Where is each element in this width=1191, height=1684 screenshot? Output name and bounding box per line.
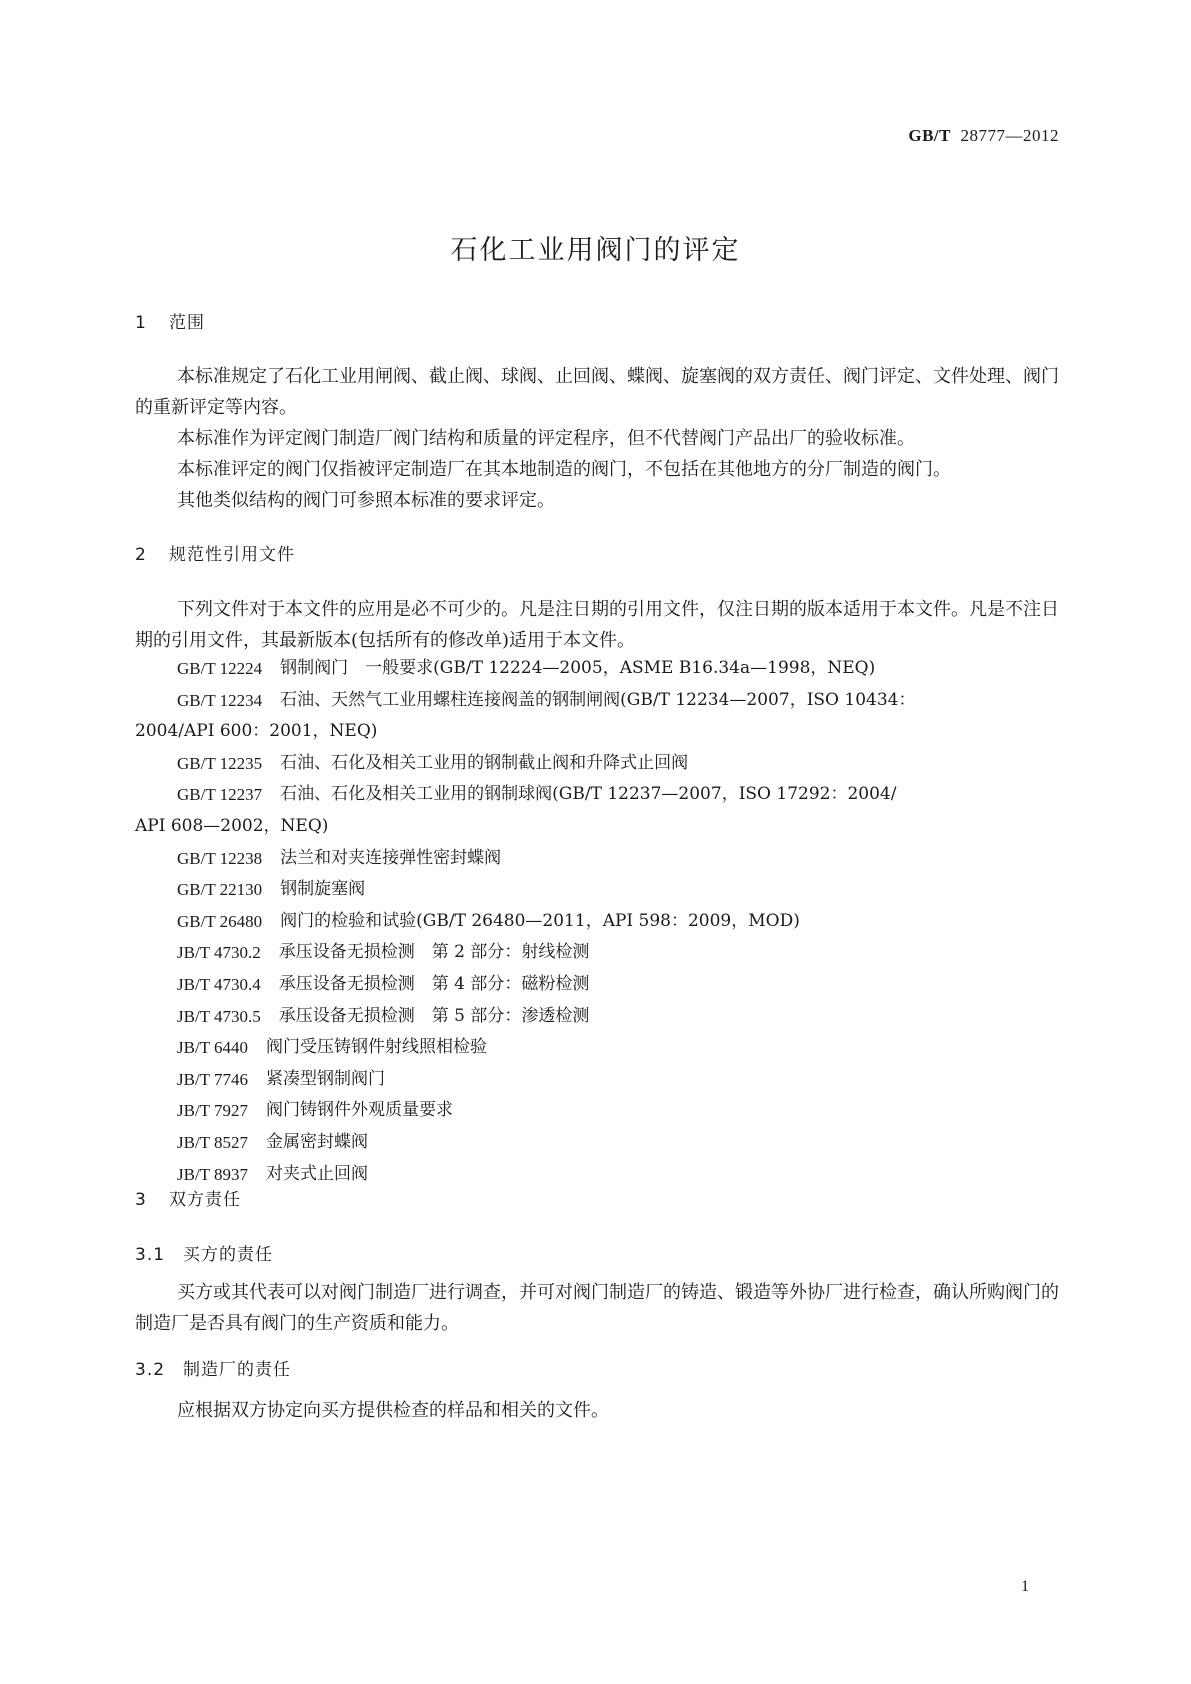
section-1-heading (135, 308, 205, 333)
paragraph: 本标准规定了石化工业用闸阀、截止阀、球阀、止回阀、蝶阀、旋塞阀的双方责任、阀门评定、文件处理、阀门的重新评定等内容。 (135, 366, 1059, 418)
reference-code: GB/T 12238 (177, 848, 263, 868)
subsection-3-2-body (135, 1395, 1059, 1426)
subsection-3-1-heading (135, 1240, 273, 1265)
reference-item (177, 843, 915, 875)
reference-code: JB/T 4730.5 (177, 1006, 261, 1026)
reference-code: GB/T 12224 (177, 659, 263, 678)
document-title: 石化工业用阀门的评定 (450, 235, 741, 266)
standard-code-number: 28777—2012 (960, 126, 1059, 145)
reference-item (177, 1032, 915, 1064)
reference-code: GB/T 12235 (177, 753, 263, 773)
paragraph: 应根据双方协定向买方提供检查的样品和相关的文件。 (177, 1400, 609, 1421)
reference-title: 法兰和对夹连接弹性密封蝶阀 (280, 847, 502, 868)
reference-title: 钢制阀门 一般要求(GB/T 12224—2005，ASME B16.34a—1998，NEQ) (280, 658, 876, 678)
reference-code: JB/T 8527 (177, 1132, 249, 1152)
section-number: 3 (135, 1190, 147, 1210)
reference-title: 钢制旋塞阀 (280, 879, 366, 900)
section-title: 范围 (169, 313, 205, 333)
reference-title-continued: 2004/API 600：2001，NEQ) (135, 721, 378, 742)
reference-code: JB/T 7927 (177, 1101, 249, 1121)
section-number: 2 (135, 545, 147, 565)
reference-code: JB/T 4730.4 (177, 974, 261, 994)
section-title: 双方责任 (169, 1190, 241, 1210)
reference-code: JB/T 7746 (177, 1069, 249, 1089)
subsection-title: 制造厂的责任 (183, 1360, 291, 1380)
reference-item (177, 685, 915, 717)
reference-item (177, 1159, 915, 1191)
reference-item (177, 1127, 915, 1159)
reference-item (177, 1095, 915, 1127)
reference-code: GB/T 26480 (177, 911, 263, 931)
standard-code-prefix: GB/T (908, 126, 951, 145)
reference-item (177, 779, 915, 811)
subsection-3-1-body (135, 1277, 1059, 1339)
section-3-heading (135, 1185, 241, 1210)
reference-title: 石油、天然气工业用螺柱连接阀盖的钢制闸阀(GB/T 12234—2007，ISO 10434： (280, 689, 916, 710)
paragraph: 买方或其代表可以对阀门制造厂进行调查，并可对阀门制造厂的铸造、锻造等外协厂进行检查，确认所购阀门的制造厂是否具有阀门的生产资质和能力。 (135, 1282, 1059, 1334)
paragraph: 本标准评定的阀门仅指被评定制造厂在其本地制造的阀门，不包括在其他地方的分厂制造的阀门。 (177, 459, 951, 480)
reference-item (177, 937, 915, 969)
reference-title-continued: API 608—2002，NEQ) (135, 815, 329, 836)
reference-title: 石油、石化及相关工业用的钢制截止阀和升降式止回阀 (280, 752, 689, 773)
reference-code: GB/T 12234 (177, 690, 263, 710)
reference-item (177, 653, 915, 685)
reference-code: JB/T 4730.2 (177, 943, 261, 963)
reference-continuation (135, 811, 915, 843)
reference-item (177, 906, 915, 938)
subsection-title: 买方的责任 (183, 1245, 273, 1265)
reference-list (135, 653, 916, 1190)
section-1-body (135, 361, 1059, 516)
standard-code (908, 126, 1059, 146)
reference-item (177, 969, 915, 1001)
section-number: 1 (135, 313, 147, 333)
section-2-intro (135, 594, 1059, 656)
paragraph: 其他类似结构的阀门可参照本标准的要求评定。 (177, 490, 555, 511)
reference-code: GB/T 12237 (177, 785, 263, 805)
reference-title: 金属密封蝶阀 (266, 1131, 369, 1152)
reference-title: 阀门受压铸钢件射线照相检验 (266, 1037, 488, 1058)
reference-item (177, 1001, 915, 1033)
reference-item (177, 874, 915, 906)
reference-title: 对夹式止回阀 (266, 1163, 369, 1184)
page-number: 1 (1021, 1578, 1029, 1595)
reference-title: 承压设备无损检测 第 4 部分：磁粉检测 (278, 973, 590, 994)
subsection-number: 3.2 (135, 1360, 166, 1380)
section-2-heading (135, 540, 295, 565)
reference-title: 石油、石化及相关工业用的钢制球阀(GB/T 12237—2007，ISO 17292：2004/ (280, 784, 897, 805)
paragraph: 下列文件对于本文件的应用是必不可少的。凡是注日期的引用文件，仅注日期的版本适用于本文件。凡是不注日期的引用文件，其最新版本(包括所有的修改单)适用于本文件。 (135, 599, 1059, 651)
reference-title: 阀门铸钢件外观质量要求 (266, 1100, 454, 1121)
reference-title: 阀门的检验和试验(GB/T 26480—2011，API 598：2009，MOD) (280, 910, 800, 931)
reference-code: JB/T 8937 (177, 1164, 249, 1184)
reference-item (177, 748, 915, 780)
reference-code: JB/T 6440 (177, 1038, 249, 1058)
subsection-3-2-heading (135, 1355, 291, 1380)
reference-title: 承压设备无损检测 第 2 部分：射线检测 (278, 942, 590, 963)
reference-title: 承压设备无损检测 第 5 部分：渗透检测 (278, 1005, 590, 1026)
reference-title: 紧凑型钢制阀门 (266, 1068, 386, 1089)
reference-item (177, 1064, 915, 1096)
subsection-number: 3.1 (135, 1245, 166, 1265)
reference-continuation (135, 716, 915, 748)
section-title: 规范性引用文件 (169, 545, 295, 565)
reference-code: GB/T 22130 (177, 880, 263, 900)
paragraph: 本标准作为评定阀门制造厂阀门结构和质量的评定程序，但不代替阀门产品出厂的验收标准。 (177, 428, 915, 449)
